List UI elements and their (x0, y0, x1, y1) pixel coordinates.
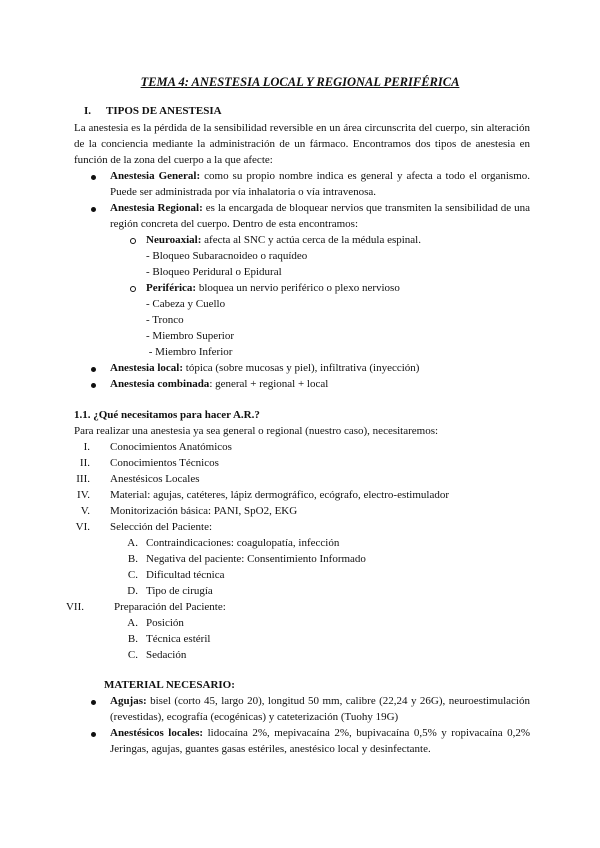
local-line (110, 360, 419, 376)
list-number: VII. (65, 601, 84, 613)
sublist-letter: C. (127, 649, 138, 661)
sublist-item: Tipo de cirugía (146, 585, 213, 597)
list-number: V. (80, 505, 90, 517)
regional-text: es la encargada de bloquear nervios que transmiten la sensibilidad de una (202, 202, 530, 214)
sublist-letter: C. (127, 569, 138, 581)
sublist-item: Técnica estéril (146, 633, 211, 645)
list-number: IV. (77, 489, 90, 501)
list-number: I. (83, 441, 90, 453)
document-title: TEMA 4: ANESTESIA LOCAL Y REGIONAL PERIFÉRICA (140, 75, 460, 89)
sublist-letter: D. (127, 585, 138, 597)
combinada-term: Anestesia combinada (110, 378, 210, 390)
sublist-letter: B. (127, 553, 138, 565)
bullet-icon (91, 383, 96, 388)
periferica-item: - Miembro Superior (146, 330, 234, 342)
bullet-icon (91, 700, 96, 705)
general-line-1 (110, 168, 530, 184)
subsection-intro: Para realizar una anestesia ya sea general o regional (nuestro caso), necesitaremos: (74, 425, 439, 437)
sublist-item: Dificultad técnica (146, 569, 225, 581)
section-number: I. (84, 105, 92, 117)
list-item: Preparación del Paciente: (114, 601, 226, 613)
neuroaxial-text: afecta al SNC y actúa cerca de la médula espinal. (201, 234, 421, 246)
periferica-item: - Miembro Inferior (146, 346, 233, 358)
agujas-line-1 (110, 693, 530, 709)
intro-line-1: La anestesia es la pérdida de la sensibilidad reversible en un área circunscrita del cuerpo, sin alteración (74, 122, 530, 134)
local-text: tópica (sobre mucosas y piel), infiltrativa (inyección) (183, 362, 420, 374)
anestesicos-term: Anestésicos locales: (110, 727, 204, 739)
sublist-item: Sedación (146, 649, 187, 661)
anestesicos-line-2: Jeringas, agujas, guantes gasas estériles, anestésico local y desinfectante. (110, 743, 431, 755)
anestesicos-text: lidocaína 2%, mepivacaína 2%, bupivacaína 0,5% y ropivacaína 0,2% (203, 727, 531, 739)
general-term: Anestesia General: (110, 170, 201, 182)
subsection-heading: 1.1. ¿Qué necesitamos para hacer A.R.? (74, 409, 260, 421)
local-term: Anestesia local: (110, 362, 184, 374)
neuroaxial-line (146, 232, 421, 248)
list-item: Monitorización básica: PANI, SpO2, EKG (110, 505, 298, 517)
regional-line-2: región concreta del cuerpo. Dentro de esta encontramos: (110, 218, 359, 230)
material-heading: MATERIAL NECESARIO: (104, 679, 235, 691)
regional-term: Anestesia Regional: (110, 202, 203, 214)
list-item: Anestésicos Locales (110, 473, 200, 485)
regional-line-1 (110, 200, 530, 216)
list-item: Material: agujas, catéteres, lápiz dermográfico, ecógrafo, electro-estimulador (110, 489, 450, 501)
combinada-line (110, 376, 328, 392)
bullet-icon (91, 175, 96, 180)
sublist-letter: B. (127, 633, 138, 645)
list-number: VI. (75, 521, 90, 533)
sublist-letter: A. (127, 537, 138, 549)
neuroaxial-term: Neuroaxial: (146, 234, 202, 246)
periferica-line (146, 280, 400, 296)
bullet-icon (91, 367, 96, 372)
list-item: Conocimientos Técnicos (110, 457, 219, 469)
anestesicos-line-1 (110, 725, 530, 741)
list-item: Selección del Paciente: (110, 521, 213, 533)
agujas-line-2: (revestidas), ecografía (ecogénicas) y cateterización (Tuohy 19G) (110, 711, 399, 723)
circle-bullet-icon (130, 286, 136, 292)
periferica-item: - Cabeza y Cuello (146, 298, 226, 310)
neuroaxial-item: - Bloqueo Peridural o Epidural (146, 266, 282, 278)
periferica-item: - Tronco (146, 314, 184, 326)
list-number: II. (79, 457, 90, 469)
intro-line-3: función de la zona del cuerpo a la que afecte: (74, 154, 273, 166)
periferica-term: Periférica: (146, 282, 197, 294)
general-line-2: Puede ser administrada por vía inhalatoria o vía intravenosa. (110, 186, 377, 198)
sublist-letter: A. (127, 617, 138, 629)
periferica-text: bloquea un nervio periférico o plexo nervioso (196, 282, 400, 294)
intro-line-2: de la conciencia mediante la administración de un fármaco. Encontramos dos tipos de anestesia en (74, 138, 530, 150)
agujas-term: Agujas: (110, 695, 147, 707)
agujas-text: bisel (corto 45, largo 20), longitud 50 mm, calibre (22,24 y 26G), neuroestimulación (146, 695, 530, 707)
section-heading: TIPOS DE ANESTESIA (106, 105, 222, 117)
sublist-item: Posición (146, 617, 184, 629)
circle-bullet-icon (130, 238, 136, 244)
sublist-item: Negativa del paciente: Consentimiento Informado (146, 553, 366, 565)
combinada-text: : general + regional + local (209, 378, 329, 390)
neuroaxial-item: - Bloqueo Subaracnoideo o raquídeo (146, 250, 308, 262)
bullet-icon (91, 207, 96, 212)
bullet-icon (91, 732, 96, 737)
list-item: Conocimientos Anatómicos (110, 441, 232, 453)
list-number: III. (76, 473, 90, 485)
general-text: como su propio nombre indica es general y afecta a todo el organismo. (200, 170, 530, 182)
sublist-item: Contraindicaciones: coagulopatía, infección (146, 537, 340, 549)
